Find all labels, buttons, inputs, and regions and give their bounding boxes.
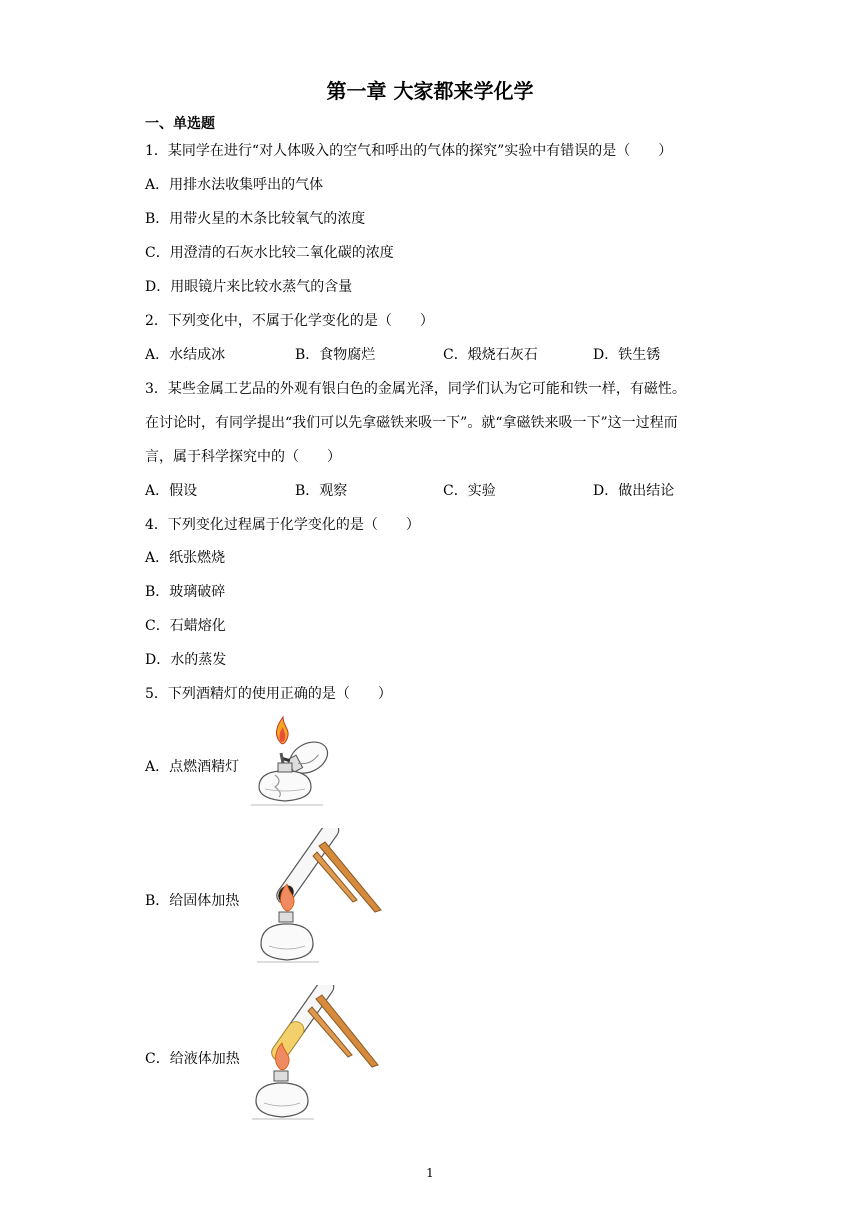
q3-stem-line3: 言，属于科学探究中的（ ） <box>145 449 341 465</box>
page-title: 第一章 大家都来学化学 <box>326 79 534 103</box>
page-number: 1 <box>426 1166 434 1180</box>
q3-stem-line2: 在讨论时，有同学提出“我们可以先拿磁铁来吸一下”。就“拿磁铁来吸一下”这一过程而 <box>145 415 678 431</box>
q3-option-d: D．做出结论 <box>593 483 675 499</box>
section-heading: 一、单选题 <box>145 116 215 132</box>
q3-option-b: B．观察 <box>295 483 348 499</box>
heating-solid-figure <box>255 828 385 964</box>
alcohol-lamp-lighting-figure <box>245 715 337 811</box>
q4-option-d: D．水的蒸发 <box>145 652 227 668</box>
q4-option-a: A．纸张燃烧 <box>145 550 226 566</box>
q4-stem: 4．下列变化过程属于化学变化的是（ ） <box>145 517 420 533</box>
q4-option-c: C．石蜡熔化 <box>145 618 226 634</box>
q2-option-d: D．铁生锈 <box>593 347 661 363</box>
q5-option-c: C．给液体加热 <box>145 1051 240 1067</box>
q5-stem: 5．下列酒精灯的使用正确的是（ ） <box>145 686 392 702</box>
q3-stem-line1: 3．某些金属工艺品的外观有银白色的金属光泽，同学们认为它可能和铁一样，有磁性。 <box>145 381 686 397</box>
q5-option-b: B．给固体加热 <box>145 893 240 909</box>
q2-option-a: A．水结成冰 <box>145 347 226 363</box>
q1-option-c: C．用澄清的石灰水比较二氧化碳的浓度 <box>145 245 394 261</box>
q2-option-b: B．食物腐烂 <box>295 347 376 363</box>
heating-liquid-figure <box>250 985 382 1121</box>
q1-option-d: D．用眼镜片来比较水蒸气的含量 <box>145 279 353 295</box>
q2-option-c: C．煅烧石灰石 <box>443 347 538 363</box>
q1-stem: 1．某同学在进行“对人体吸入的空气和呼出的气体的探究”实验中有错误的是（ ） <box>145 143 673 159</box>
q5-option-a: A．点燃酒精灯 <box>145 759 240 775</box>
q3-option-a: A．假设 <box>145 483 198 499</box>
q2-stem: 2．下列变化中，不属于化学变化的是（ ） <box>145 313 434 329</box>
q3-option-c: C．实验 <box>443 483 496 499</box>
q1-option-a: A．用排水法收集呼出的气体 <box>145 177 324 193</box>
q1-option-b: B．用带火星的木条比较氧气的浓度 <box>145 211 366 227</box>
q4-option-b: B．玻璃破碎 <box>145 584 226 600</box>
